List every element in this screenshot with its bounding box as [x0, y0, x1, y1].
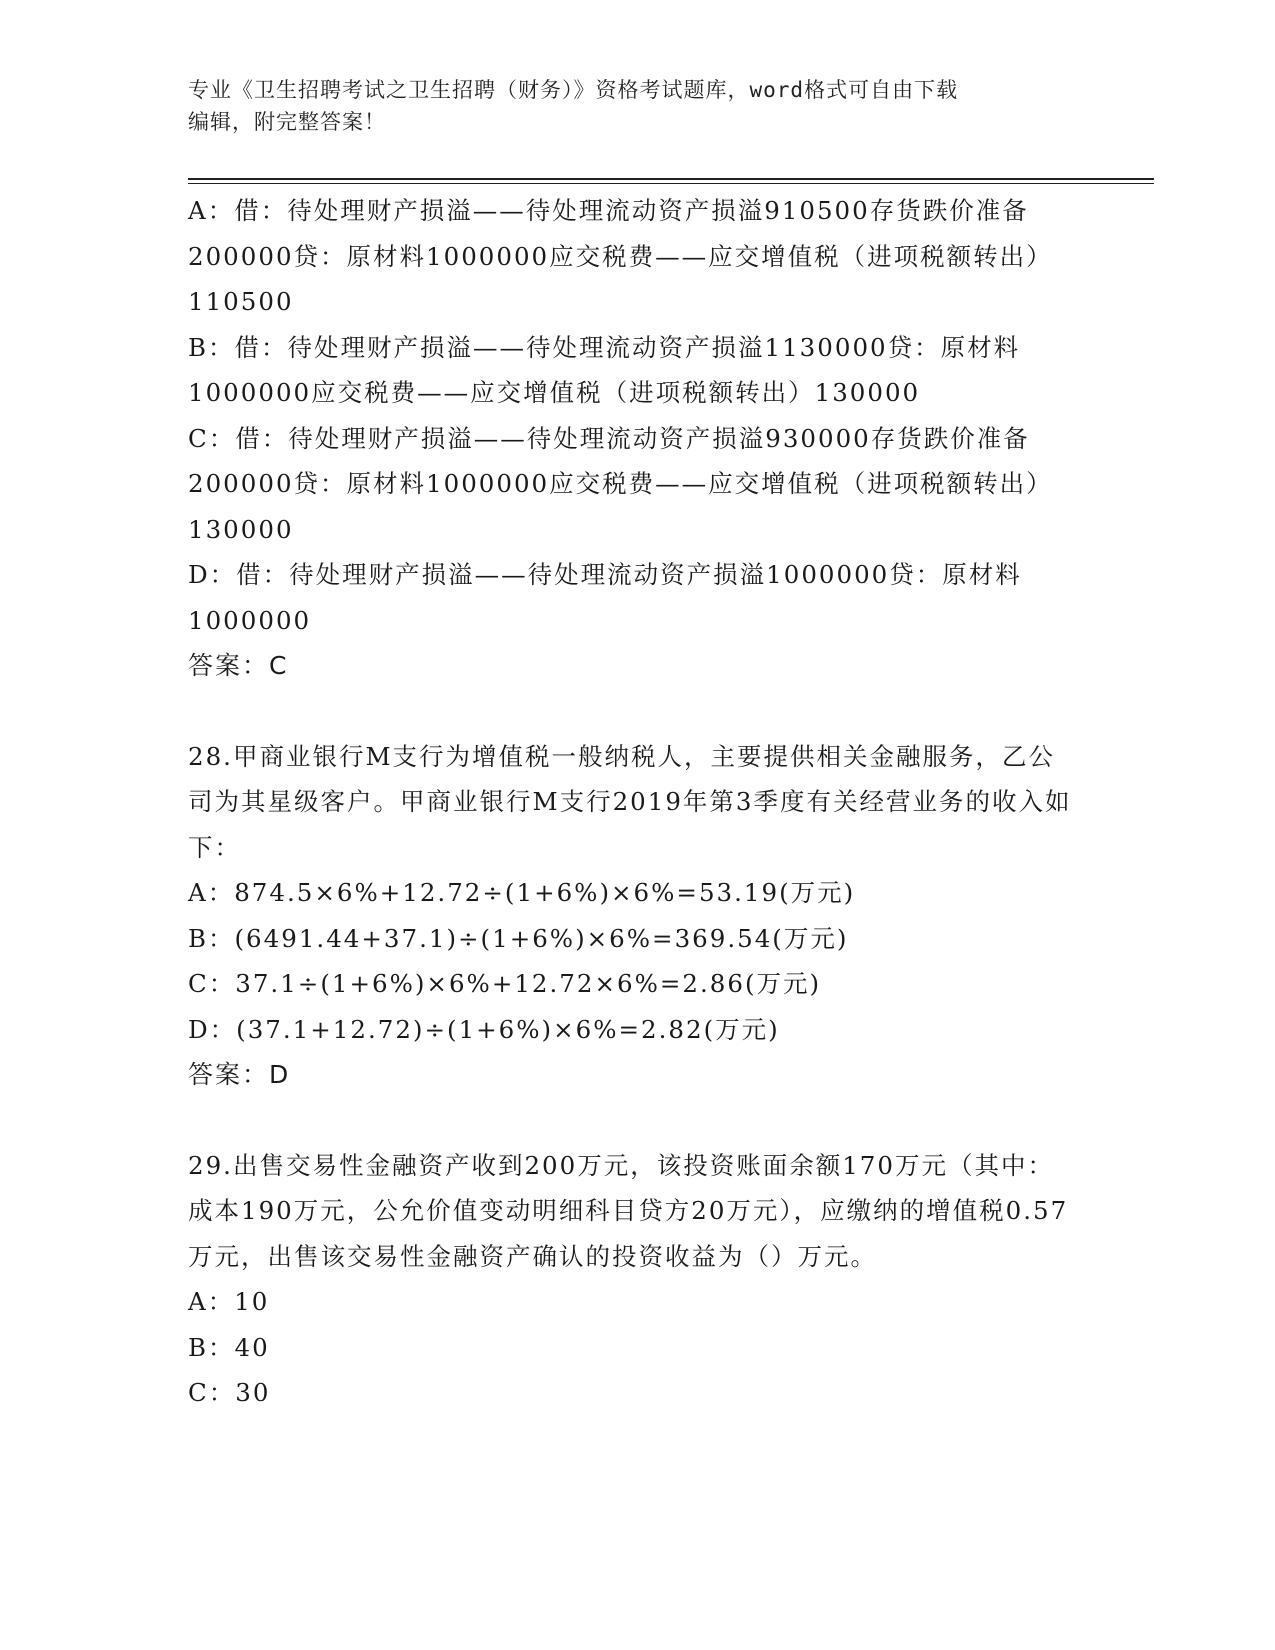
question-28: [188, 734, 1078, 1098]
q28-stem: 28.甲商业银行M支行为增值税一般纳税人，主要提供相关金融服务，乙公司为其星级客户。甲商业银行M支行2019年第3季度有关经营业务的收入如下：: [188, 741, 1072, 862]
document-body: [188, 188, 1078, 1416]
q29-option-c: C：30: [188, 1378, 271, 1407]
question-27: [188, 188, 1078, 689]
question-29: [188, 1143, 1078, 1416]
q27-option-d: D：借：待处理财产损溢——待处理流动资产损溢1000000贷：原材料1000000: [188, 560, 1022, 635]
question-spacer: [188, 1098, 1078, 1143]
q28-answer: 答案：D: [188, 1060, 291, 1089]
header-divider-thin: [188, 183, 1154, 184]
q29-option-b: B：40: [188, 1332, 270, 1362]
q29-option-a: A：10: [188, 1287, 270, 1316]
header-divider-thick: [188, 178, 1154, 180]
header-line-2: 编辑，附完整答案！: [188, 110, 386, 134]
q28-option-a: A：874.5×6%+12.72÷(1+6%)×6%=53.19(万元): [188, 878, 856, 907]
q27-option-a: A：借：待处理财产损溢——待处理流动资产损溢910500存货跌价准备200000贷：原材料1000000应交税费——应交增值税（进项税额转出）110500: [188, 196, 1053, 316]
header-line-1: 专业《卫生招聘考试之卫生招聘（财务）》资格考试题库，word格式可自由下载: [188, 78, 959, 102]
q28-option-b: B：(6491.44+37.1)÷(1+6%)×6%=369.54(万元): [188, 923, 849, 953]
q27-option-c: C：借：待处理财产损溢——待处理流动资产损溢930000存货跌价准备200000贷：原材料1000000应交税费——应交增值税（进项税额转出）130000: [188, 423, 1053, 544]
q28-option-c: C：37.1÷(1+6%)×6%+12.72×6%=2.86(万元): [188, 969, 822, 998]
document-header: [188, 74, 1088, 138]
question-spacer: [188, 689, 1078, 734]
q28-option-d: D：(37.1+12.72)÷(1+6%)×6%=2.82(万元): [188, 1014, 780, 1044]
q29-stem: 29.出售交易性金融资产收到200万元，该投资账面余额170万元（其中：成本190万元，公允价值变动明细科目贷方20万元），应缴纳的增值税0.57万元，出售该交易性金融资产确认的投资收益为（）万元。: [188, 1150, 1069, 1271]
q27-answer: 答案：C: [188, 651, 289, 680]
q27-option-b: B：借：待处理财产损溢——待处理流动资产损溢1130000贷：原材料1000000应交税费——应交增值税（进项税额转出）130000: [188, 332, 1021, 407]
